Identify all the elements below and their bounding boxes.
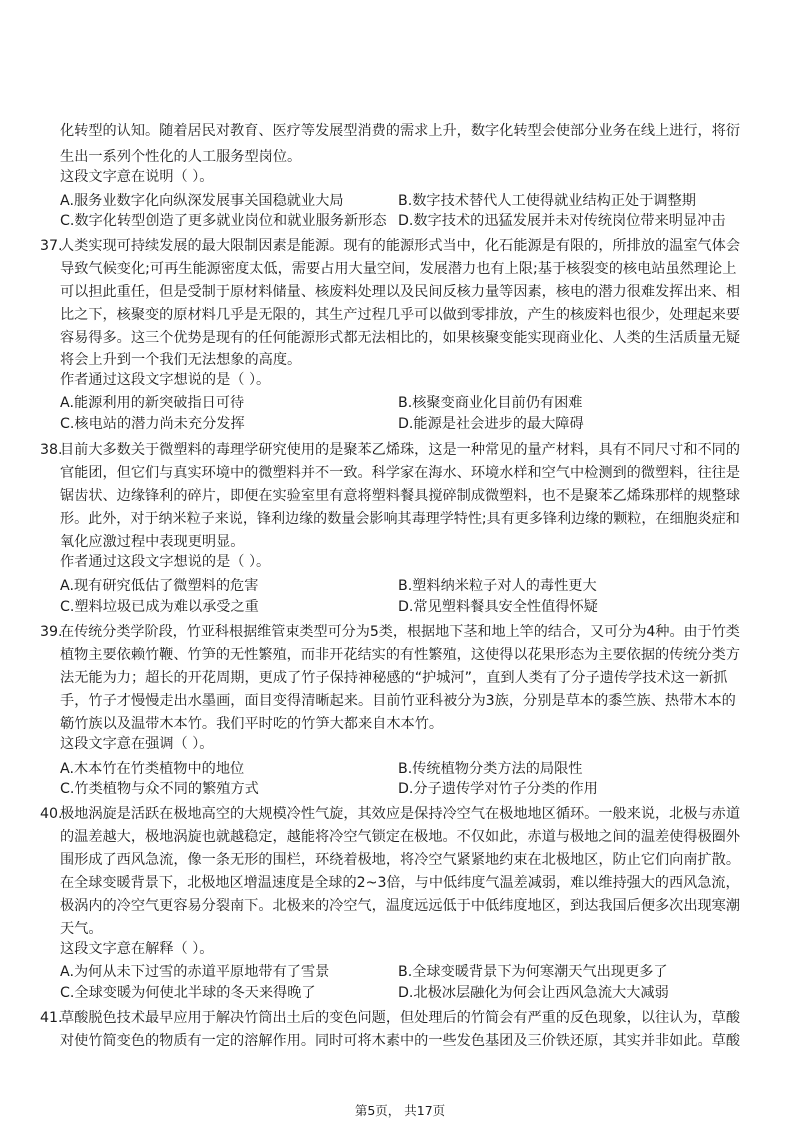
q38-line-1: 目前大多数关于微塑料的毒理学研究使用的是聚苯乙烯珠，这是一种常见的量产材料，具有不同尺寸和不同的 xyxy=(60,442,740,458)
q39-option-a[interactable]: A.木本竹在竹类植物中的地位 xyxy=(60,761,245,777)
q37-line-5: 容易得多。这三个优势是现有的任何能源形式都无法相比的，如果核聚变能实现商业化、人类的生活质量无疑 xyxy=(60,330,740,346)
q40-option-d[interactable]: D.北极冰层融化为何会让西风急流大大减弱 xyxy=(398,985,669,1001)
q39-line-1: 在传统分类学阶段，竹亚科根据维管束类型可分为5类，根据地下茎和地上竿的结合，又可分为4种。由于竹类 xyxy=(60,624,740,640)
q38-line-5: 氧化应激过程中表现更明显。 xyxy=(60,534,245,550)
q37-line-2: 导致气候变化;可再生能源密度太低，需要占用大量空间，发展潜力也有上限;基于核裂变的核电站虽然理论上 xyxy=(60,261,737,277)
q40-line-5: 极涡内的冷空气更容易分裂南下。北极来的冷空气，温度远远低于中低纬度地区，到达我国后便多次出现寒潮 xyxy=(60,898,740,914)
q36-option-a[interactable]: A.服务业数字化向纵深发展事关国稳就业大局 xyxy=(60,193,344,209)
q40-line-6: 天气。 xyxy=(60,921,103,937)
q40-line-4: 在全球变暖背景下，北极地区增温速度是全球的2~3倍，与中低纬度气温差减弱，难以维持强大的西风急流， xyxy=(60,875,740,891)
q38-option-d[interactable]: D.常见塑料餐具安全性值得怀疑 xyxy=(398,599,598,615)
q39-line-4: 手，竹子才慢慢走出水墨画，面目变得清晰起来。目前竹亚科被分为3族，分别是草本的黍竺族、热带木本的 xyxy=(60,693,736,709)
q39-prompt: 这段文字意在强调（ ）。 xyxy=(60,736,214,752)
q38-option-a[interactable]: A.现有研究低估了微塑料的危害 xyxy=(60,578,259,594)
q40-option-c[interactable]: C.全球变暖为何使北半球的冬天来得晚了 xyxy=(60,985,316,1001)
q40-line-2: 的温差越大，极地涡旋也就越稳定，越能将冷空气锁定在极地。不仅如此，赤道与极地之间的温差使得极圈外 xyxy=(60,829,740,845)
q36-option-d[interactable]: D.数字技术的迅猛发展并未对传统岗位带来明显冲击 xyxy=(398,213,726,229)
q37-line-3: 可以担此重任，但是受制于原材料储量、核废料处理以及民间反核力量等因素，核电的潜力很难发挥出来、相 xyxy=(60,284,740,300)
q37-option-d[interactable]: D.能源是社会进步的最大障碍 xyxy=(398,416,584,432)
q40-prompt: 这段文字意在解释（ ）。 xyxy=(60,941,214,957)
q36-line-2: 生出一系列个性化的人工服务型岗位。 xyxy=(60,149,302,165)
q38-option-c[interactable]: C.塑料垃圾已成为难以承受之重 xyxy=(60,599,259,615)
q36-option-b[interactable]: B.数字技术替代人工使得就业结构正处于调整期 xyxy=(398,193,696,209)
q37-number: 37. xyxy=(40,238,63,254)
q38-number: 38. xyxy=(40,442,63,458)
q39-line-5: 簕竹族以及温带木本竹。我们平时吃的竹笋大都来自木本竹。 xyxy=(60,716,444,732)
q36-option-c[interactable]: C.数字化转型创造了更多就业岗位和就业服务新形态 xyxy=(60,213,387,229)
q36-line-1: 化转型的认知。随着居民对教育、医疗等发展型消费的需求上升，数字化转型会使部分业务在线上进行，将衍 xyxy=(60,123,740,139)
q37-line-6: 将会上升到一个我们无法想象的高度。 xyxy=(60,352,302,368)
q38-line-2: 官能团，但它们与真实环境中的微塑料并不一致。科学家在海水、环境水样和空气中检测到的微塑料，往往是 xyxy=(60,465,740,481)
q36-prompt: 这段文字意在说明（ ）。 xyxy=(60,169,214,185)
q37-line-4: 比之下，核聚变的原材料几乎是无限的，其生产过程几乎可以做到零排放，产生的核废料也很少，处理起来要 xyxy=(60,307,740,323)
q39-line-2: 植物主要依赖竹鞭、竹笋的无性繁殖，而非开花结实的有性繁殖，这使得以花果形态为主要依据的传统分类方 xyxy=(60,647,740,663)
q39-option-b[interactable]: B.传统植物分类方法的局限性 xyxy=(398,761,583,777)
page-number-footer: 第5页， 共17页 xyxy=(354,1103,446,1118)
q40-option-a[interactable]: A.为何从未下过雪的赤道平原地带有了雪景 xyxy=(60,964,330,980)
q39-number: 39. xyxy=(40,624,63,640)
q40-option-b[interactable]: B.全球变暖背景下为何寒潮天气出现更多了 xyxy=(398,964,668,980)
q38-line-3: 锯齿状、边缘锋利的碎片，即便在实验室里有意将塑料餐具搅碎制成微塑料，也不是聚苯乙烯珠那样的规整球 xyxy=(60,488,740,504)
q39-option-d[interactable]: D.分子遗传学对竹子分类的作用 xyxy=(398,781,598,797)
q40-number: 40. xyxy=(40,806,63,822)
q41-number: 41. xyxy=(40,1010,63,1026)
q41-line-1: 草酸脱色技术最早应用于解决竹筒出土后的变色问题，但处理后的竹简会有严重的反色现象，以往认为，草酸 xyxy=(60,1010,740,1026)
q37-prompt: 作者通过这段文字想说的是（ ）。 xyxy=(60,372,271,388)
q37-line-1: 人类实现可持续发展的最大限制因素是能源。现有的能源形式当中，化石能源是有限的，所排放的温室气体会 xyxy=(60,238,740,254)
q39-line-3: 法无能为力；超长的开花周期，更成了竹子保持神秘感的“护城河”，直到人类有了分子遗传学技术这一新抓 xyxy=(60,670,728,686)
q38-option-b[interactable]: B.塑料纳米粒子对人的毒性更大 xyxy=(398,578,597,594)
q40-line-1: 极地涡旋是活跃在极地高空的大规模冷性气旋，其效应是保持冷空气在极地地区循环。一般来说，北极与赤道 xyxy=(60,806,740,822)
q37-option-b[interactable]: B.核聚变商业化目前仍有困难 xyxy=(398,395,583,411)
q38-prompt: 作者通过这段文字想说的是（ ）。 xyxy=(60,554,271,570)
q37-option-c[interactable]: C.核电站的潜力尚未充分发挥 xyxy=(60,416,245,432)
q38-line-4: 形。此外，对于纳米粒子来说，锋利边缘的数量会影响其毒理学特性;具有更多锋利边缘的颗粒，在细胞炎症和 xyxy=(60,511,740,527)
q39-option-c[interactable]: C.竹类植物与众不同的繁殖方式 xyxy=(60,781,259,797)
q37-option-a[interactable]: A.能源利用的新突破指日可待 xyxy=(60,395,245,411)
q40-line-3: 围形成了西风急流，像一条无形的围栏，环绕着极地，将冷空气紧紧地约束在北极地区，防止它们向南扩散。 xyxy=(60,852,740,868)
q41-line-2: 对使竹简变色的物质有一定的溶解作用。同时可将木素中的一些发色基团及三价铁还原，其实并非如此。草酸 xyxy=(60,1033,740,1049)
